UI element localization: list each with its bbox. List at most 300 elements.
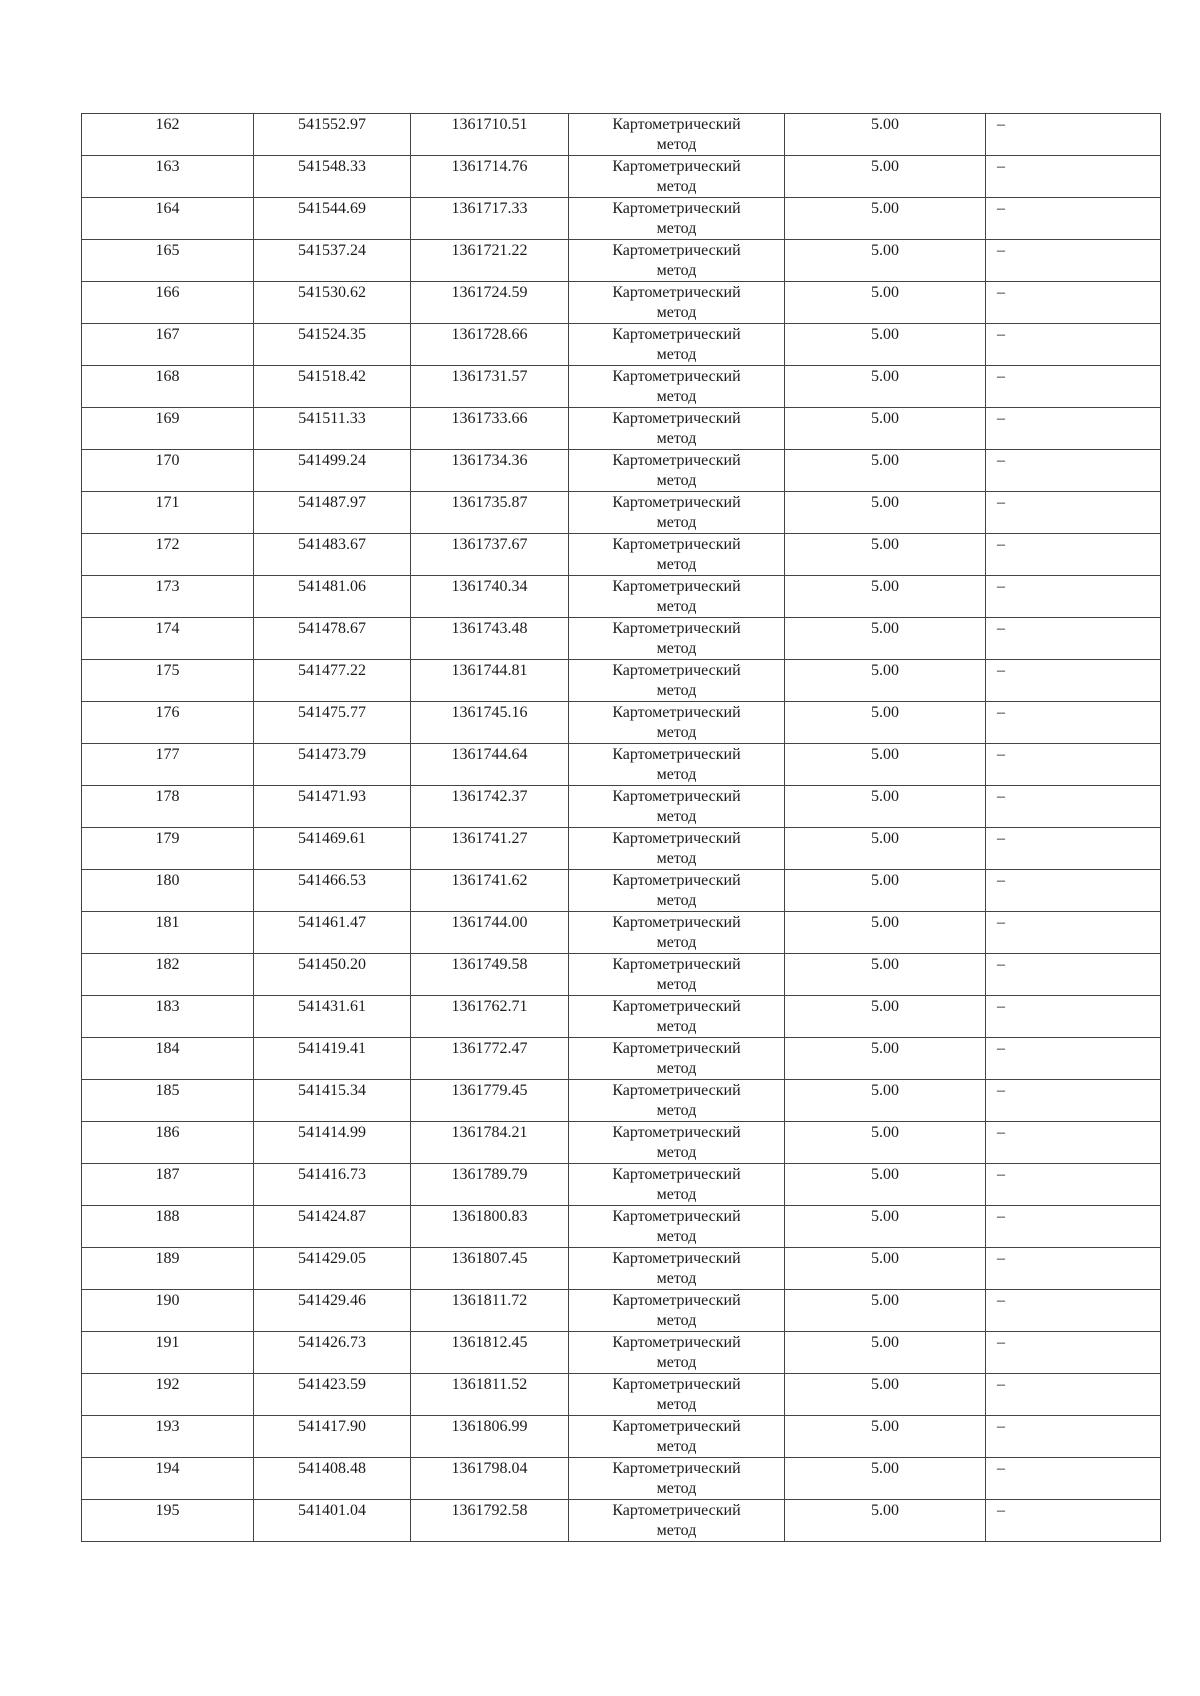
method-cell — [569, 366, 785, 408]
note-cell — [986, 1038, 1161, 1080]
x-coordinate-cell — [254, 1248, 411, 1290]
point-number-cell-text: 164 — [155, 200, 180, 217]
y-coordinate-cell — [411, 282, 569, 324]
y-coordinate-cell-text: 1361735.87 — [451, 494, 528, 511]
method-line-2: метод — [656, 220, 697, 237]
accuracy-cell-text: 5.00 — [871, 158, 899, 175]
x-coordinate-cell-text: 541469.61 — [298, 830, 366, 847]
y-coordinate-cell — [411, 198, 569, 240]
x-coordinate-cell — [254, 366, 411, 408]
y-coordinate-cell — [411, 1374, 569, 1416]
y-coordinate-cell-text: 1361741.27 — [451, 830, 528, 847]
note-cell — [986, 198, 1161, 240]
x-coordinate-cell — [254, 324, 411, 366]
method-cell — [569, 1122, 785, 1164]
point-number-cell — [82, 1080, 254, 1122]
point-number-cell — [82, 870, 254, 912]
method-line-1: Картометрический — [612, 1208, 741, 1225]
method-line-2: метод — [656, 472, 697, 489]
method-line-1: Картометрический — [612, 914, 741, 931]
point-number-cell — [82, 1248, 254, 1290]
x-coordinate-cell — [254, 576, 411, 618]
accuracy-cell-text: 5.00 — [871, 1250, 899, 1267]
x-coordinate-cell-text: 541511.33 — [298, 410, 366, 427]
note-cell — [986, 408, 1161, 450]
note-cell-text: – — [997, 1334, 1005, 1351]
y-coordinate-cell-text: 1361749.58 — [451, 956, 528, 973]
x-coordinate-cell — [254, 282, 411, 324]
note-cell — [986, 1080, 1161, 1122]
accuracy-cell — [785, 744, 986, 786]
point-number-cell-text: 181 — [155, 914, 180, 931]
note-cell-text: – — [997, 620, 1005, 637]
point-number-cell-text: 189 — [155, 1250, 180, 1267]
x-coordinate-cell — [254, 1500, 411, 1542]
note-cell-text: – — [997, 914, 1005, 931]
accuracy-cell-text: 5.00 — [871, 1376, 899, 1393]
table-row — [82, 996, 1161, 1038]
point-number-cell — [82, 912, 254, 954]
x-coordinate-cell — [254, 1122, 411, 1164]
method-line-1: Картометрический — [612, 662, 741, 679]
x-coordinate-cell-text: 541473.79 — [298, 746, 366, 763]
point-number-cell — [82, 996, 254, 1038]
y-coordinate-cell — [411, 1122, 569, 1164]
point-number-cell-text: 176 — [155, 704, 180, 721]
point-number-cell — [82, 408, 254, 450]
point-number-cell — [82, 786, 254, 828]
y-coordinate-cell — [411, 1248, 569, 1290]
method-line-1: Картометрический — [612, 1376, 741, 1393]
x-coordinate-cell-text: 541552.97 — [298, 116, 366, 133]
y-coordinate-cell-text: 1361733.66 — [451, 410, 528, 427]
accuracy-cell-text: 5.00 — [871, 1418, 899, 1435]
note-cell-text: – — [997, 1376, 1005, 1393]
y-coordinate-cell-text: 1361740.34 — [451, 578, 528, 595]
note-cell-text: – — [997, 746, 1005, 763]
point-number-cell-text: 186 — [155, 1124, 180, 1141]
y-coordinate-cell — [411, 996, 569, 1038]
point-number-cell — [82, 534, 254, 576]
x-coordinate-cell — [254, 1164, 411, 1206]
method-text — [569, 996, 784, 1037]
point-number-cell — [82, 576, 254, 618]
method-line-2: метод — [656, 1186, 697, 1203]
method-line-2: метод — [656, 556, 697, 573]
note-cell — [986, 114, 1161, 156]
x-coordinate-cell-text: 541481.06 — [298, 578, 366, 595]
method-cell — [569, 1290, 785, 1332]
y-coordinate-cell-text: 1361772.47 — [451, 1040, 528, 1057]
point-number-cell — [82, 618, 254, 660]
note-cell — [986, 618, 1161, 660]
method-cell — [569, 240, 785, 282]
method-cell — [569, 1374, 785, 1416]
x-coordinate-cell-text: 541475.77 — [298, 704, 366, 721]
x-coordinate-cell — [254, 1038, 411, 1080]
y-coordinate-cell-text: 1361737.67 — [451, 536, 528, 553]
table-row — [82, 198, 1161, 240]
x-coordinate-cell-text: 541429.05 — [298, 1250, 366, 1267]
point-number-cell-text: 195 — [155, 1502, 180, 1519]
point-number-cell — [82, 324, 254, 366]
method-line-2: метод — [656, 682, 697, 699]
y-coordinate-cell — [411, 828, 569, 870]
x-coordinate-cell — [254, 114, 411, 156]
accuracy-cell — [785, 198, 986, 240]
x-coordinate-cell-text: 541471.93 — [298, 788, 366, 805]
method-line-2: метод — [656, 1522, 697, 1539]
y-coordinate-cell-text: 1361784.21 — [451, 1124, 528, 1141]
x-coordinate-cell-text: 541426.73 — [298, 1334, 366, 1351]
accuracy-cell-text: 5.00 — [871, 662, 899, 679]
method-line-1: Картометрический — [612, 1418, 741, 1435]
point-number-cell — [82, 954, 254, 996]
y-coordinate-cell — [411, 492, 569, 534]
note-cell — [986, 1500, 1161, 1542]
method-text — [569, 1038, 784, 1079]
y-coordinate-cell-text: 1361728.66 — [451, 326, 528, 343]
note-cell — [986, 1374, 1161, 1416]
method-text — [569, 156, 784, 197]
y-coordinate-cell — [411, 576, 569, 618]
table-row — [82, 408, 1161, 450]
method-cell — [569, 408, 785, 450]
table-row — [82, 786, 1161, 828]
method-line-1: Картометрический — [612, 368, 741, 385]
note-cell-text: – — [997, 830, 1005, 847]
accuracy-cell-text: 5.00 — [871, 536, 899, 553]
x-coordinate-cell-text: 541548.33 — [298, 158, 366, 175]
accuracy-cell — [785, 114, 986, 156]
note-cell — [986, 240, 1161, 282]
y-coordinate-cell-text: 1361762.71 — [451, 998, 528, 1015]
table-row — [82, 282, 1161, 324]
note-cell-text: – — [997, 116, 1005, 133]
y-coordinate-cell-text: 1361800.83 — [451, 1208, 528, 1225]
x-coordinate-cell-text: 541524.35 — [298, 326, 366, 343]
y-coordinate-cell — [411, 702, 569, 744]
x-coordinate-cell — [254, 828, 411, 870]
table-row — [82, 156, 1161, 198]
note-cell-text: – — [997, 1082, 1005, 1099]
x-coordinate-cell-text: 541415.34 — [298, 1082, 366, 1099]
point-number-cell — [82, 660, 254, 702]
x-coordinate-cell-text: 541424.87 — [298, 1208, 366, 1225]
point-number-cell — [82, 114, 254, 156]
x-coordinate-cell-text: 541417.90 — [298, 1418, 366, 1435]
method-cell — [569, 450, 785, 492]
method-line-2: метод — [656, 514, 697, 531]
point-number-cell-text: 169 — [155, 410, 180, 427]
accuracy-cell — [785, 1500, 986, 1542]
x-coordinate-cell — [254, 996, 411, 1038]
note-cell — [986, 576, 1161, 618]
method-line-1: Картометрический — [612, 1040, 741, 1057]
method-text — [569, 828, 784, 869]
accuracy-cell — [785, 1416, 986, 1458]
accuracy-cell — [785, 660, 986, 702]
note-cell-text: – — [997, 1166, 1005, 1183]
note-cell-text: – — [997, 158, 1005, 175]
method-cell — [569, 156, 785, 198]
point-number-cell — [82, 282, 254, 324]
accuracy-cell — [785, 324, 986, 366]
method-cell — [569, 1332, 785, 1374]
method-line-2: метод — [656, 892, 697, 909]
method-line-2: метод — [656, 934, 697, 951]
accuracy-cell — [785, 450, 986, 492]
y-coordinate-cell — [411, 1206, 569, 1248]
accuracy-cell-text: 5.00 — [871, 788, 899, 805]
y-coordinate-cell-text: 1361798.04 — [451, 1460, 528, 1477]
method-line-1: Картометрический — [612, 746, 741, 763]
x-coordinate-cell-text: 541401.04 — [298, 1502, 366, 1519]
accuracy-cell-text: 5.00 — [871, 452, 899, 469]
method-cell — [569, 198, 785, 240]
method-text — [569, 1458, 784, 1499]
method-line-1: Картометрический — [612, 494, 741, 511]
x-coordinate-cell — [254, 240, 411, 282]
point-number-cell — [82, 1374, 254, 1416]
note-cell-text: – — [997, 242, 1005, 259]
note-cell — [986, 324, 1161, 366]
accuracy-cell-text: 5.00 — [871, 1166, 899, 1183]
note-cell-text: – — [997, 788, 1005, 805]
method-text — [569, 954, 784, 995]
point-number-cell-text: 182 — [155, 956, 180, 973]
point-number-cell — [82, 702, 254, 744]
note-cell-text: – — [997, 662, 1005, 679]
method-line-1: Картометрический — [612, 200, 741, 217]
table-row — [82, 1374, 1161, 1416]
note-cell-text: – — [997, 1460, 1005, 1477]
accuracy-cell — [785, 1458, 986, 1500]
y-coordinate-cell-text: 1361744.64 — [451, 746, 528, 763]
x-coordinate-cell-text: 541518.42 — [298, 368, 366, 385]
method-cell — [569, 1248, 785, 1290]
accuracy-cell — [785, 870, 986, 912]
method-text — [569, 534, 784, 575]
table-row — [82, 702, 1161, 744]
method-line-1: Картометрический — [612, 116, 741, 133]
y-coordinate-cell — [411, 366, 569, 408]
x-coordinate-cell-text: 541408.48 — [298, 1460, 366, 1477]
y-coordinate-cell-text: 1361792.58 — [451, 1502, 528, 1519]
method-cell — [569, 912, 785, 954]
note-cell — [986, 870, 1161, 912]
note-cell-text: – — [997, 704, 1005, 721]
x-coordinate-cell — [254, 492, 411, 534]
accuracy-cell-text: 5.00 — [871, 956, 899, 973]
table-row — [82, 1038, 1161, 1080]
point-number-cell — [82, 1500, 254, 1542]
accuracy-cell — [785, 828, 986, 870]
y-coordinate-cell-text: 1361741.62 — [451, 872, 528, 889]
note-cell — [986, 744, 1161, 786]
accuracy-cell-text: 5.00 — [871, 116, 899, 133]
y-coordinate-cell-text: 1361731.57 — [451, 368, 528, 385]
y-coordinate-cell-text: 1361811.72 — [451, 1292, 528, 1309]
accuracy-cell — [785, 492, 986, 534]
method-cell — [569, 1080, 785, 1122]
method-line-1: Картометрический — [612, 1082, 741, 1099]
method-text — [569, 198, 784, 239]
accuracy-cell-text: 5.00 — [871, 746, 899, 763]
method-line-1: Картометрический — [612, 872, 741, 889]
method-line-2: метод — [656, 850, 697, 867]
accuracy-cell-text: 5.00 — [871, 620, 899, 637]
y-coordinate-cell-text: 1361789.79 — [451, 1166, 528, 1183]
y-coordinate-cell — [411, 450, 569, 492]
accuracy-cell-text: 5.00 — [871, 1460, 899, 1477]
x-coordinate-cell-text: 541477.22 — [298, 662, 366, 679]
accuracy-cell — [785, 702, 986, 744]
method-cell — [569, 1416, 785, 1458]
point-number-cell-text: 165 — [155, 242, 180, 259]
point-number-cell — [82, 450, 254, 492]
method-text — [569, 1248, 784, 1289]
method-cell — [569, 828, 785, 870]
x-coordinate-cell — [254, 618, 411, 660]
accuracy-cell-text: 5.00 — [871, 830, 899, 847]
x-coordinate-cell — [254, 912, 411, 954]
point-number-cell — [82, 828, 254, 870]
note-cell — [986, 702, 1161, 744]
note-cell — [986, 282, 1161, 324]
method-line-1: Картометрический — [612, 452, 741, 469]
accuracy-cell — [785, 282, 986, 324]
method-line-1: Картометрический — [612, 410, 741, 427]
y-coordinate-cell — [411, 1038, 569, 1080]
point-number-cell-text: 166 — [155, 284, 180, 301]
table-row — [82, 492, 1161, 534]
coordinates-table-body — [82, 114, 1161, 1542]
point-number-cell — [82, 1164, 254, 1206]
point-number-cell — [82, 1332, 254, 1374]
method-text — [569, 1164, 784, 1205]
note-cell-text: – — [997, 368, 1005, 385]
x-coordinate-cell — [254, 198, 411, 240]
method-line-2: метод — [656, 1438, 697, 1455]
y-coordinate-cell-text: 1361812.45 — [451, 1334, 528, 1351]
table-row — [82, 576, 1161, 618]
method-line-1: Картометрический — [612, 284, 741, 301]
x-coordinate-cell-text: 541487.97 — [298, 494, 366, 511]
method-text — [569, 1416, 784, 1457]
note-cell-text: – — [997, 1124, 1005, 1141]
method-line-1: Картометрический — [612, 788, 741, 805]
y-coordinate-cell-text: 1361745.16 — [451, 704, 528, 721]
table-row — [82, 366, 1161, 408]
table-row — [82, 1206, 1161, 1248]
point-number-cell-text: 180 — [155, 872, 180, 889]
y-coordinate-cell — [411, 618, 569, 660]
accuracy-cell — [785, 576, 986, 618]
table-row — [82, 828, 1161, 870]
accuracy-cell-text: 5.00 — [871, 326, 899, 343]
method-line-2: метод — [656, 1480, 697, 1497]
accuracy-cell-text: 5.00 — [871, 1124, 899, 1141]
y-coordinate-cell — [411, 870, 569, 912]
table-row — [82, 1500, 1161, 1542]
table-row — [82, 1122, 1161, 1164]
note-cell-text: – — [997, 1040, 1005, 1057]
y-coordinate-cell — [411, 1080, 569, 1122]
point-number-cell-text: 163 — [155, 158, 180, 175]
point-number-cell-text: 187 — [155, 1166, 180, 1183]
accuracy-cell — [785, 618, 986, 660]
method-cell — [569, 1458, 785, 1500]
y-coordinate-cell — [411, 954, 569, 996]
accuracy-cell-text: 5.00 — [871, 1208, 899, 1225]
point-number-cell — [82, 198, 254, 240]
accuracy-cell — [785, 1206, 986, 1248]
note-cell — [986, 1248, 1161, 1290]
method-line-2: метод — [656, 346, 697, 363]
accuracy-cell-text: 5.00 — [871, 410, 899, 427]
x-coordinate-cell — [254, 534, 411, 576]
method-line-2: метод — [656, 1354, 697, 1371]
x-coordinate-cell — [254, 1374, 411, 1416]
method-line-1: Картометрический — [612, 1334, 741, 1351]
table-row — [82, 954, 1161, 996]
accuracy-cell — [785, 1248, 986, 1290]
method-line-2: метод — [656, 766, 697, 783]
point-number-cell — [82, 1038, 254, 1080]
x-coordinate-cell-text: 541423.59 — [298, 1376, 366, 1393]
accuracy-cell — [785, 1374, 986, 1416]
method-line-1: Картометрический — [612, 578, 741, 595]
method-cell — [569, 1206, 785, 1248]
x-coordinate-cell — [254, 954, 411, 996]
method-line-1: Картометрический — [612, 1460, 741, 1477]
x-coordinate-cell-text: 541416.73 — [298, 1166, 366, 1183]
note-cell — [986, 912, 1161, 954]
method-text — [569, 1500, 784, 1541]
point-number-cell-text: 172 — [155, 536, 180, 553]
point-number-cell-text: 174 — [155, 620, 180, 637]
y-coordinate-cell — [411, 1290, 569, 1332]
x-coordinate-cell-text: 541431.61 — [298, 998, 366, 1015]
method-cell — [569, 282, 785, 324]
y-coordinate-cell-text: 1361743.48 — [451, 620, 528, 637]
y-coordinate-cell — [411, 324, 569, 366]
accuracy-cell — [785, 1332, 986, 1374]
y-coordinate-cell-text: 1361744.00 — [451, 914, 528, 931]
note-cell-text: – — [997, 998, 1005, 1015]
table-row — [82, 1290, 1161, 1332]
y-coordinate-cell — [411, 240, 569, 282]
accuracy-cell — [785, 954, 986, 996]
accuracy-cell — [785, 996, 986, 1038]
y-coordinate-cell — [411, 114, 569, 156]
method-line-2: метод — [656, 1060, 697, 1077]
method-line-2: метод — [656, 1144, 697, 1161]
method-text — [569, 1290, 784, 1331]
method-cell — [569, 870, 785, 912]
x-coordinate-cell — [254, 1458, 411, 1500]
method-line-1: Картометрический — [612, 1124, 741, 1141]
method-cell — [569, 702, 785, 744]
method-text — [569, 912, 784, 953]
x-coordinate-cell — [254, 660, 411, 702]
note-cell — [986, 1122, 1161, 1164]
point-number-cell-text: 179 — [155, 830, 180, 847]
method-text — [569, 282, 784, 323]
method-text — [569, 492, 784, 533]
y-coordinate-cell-text: 1361714.76 — [451, 158, 528, 175]
